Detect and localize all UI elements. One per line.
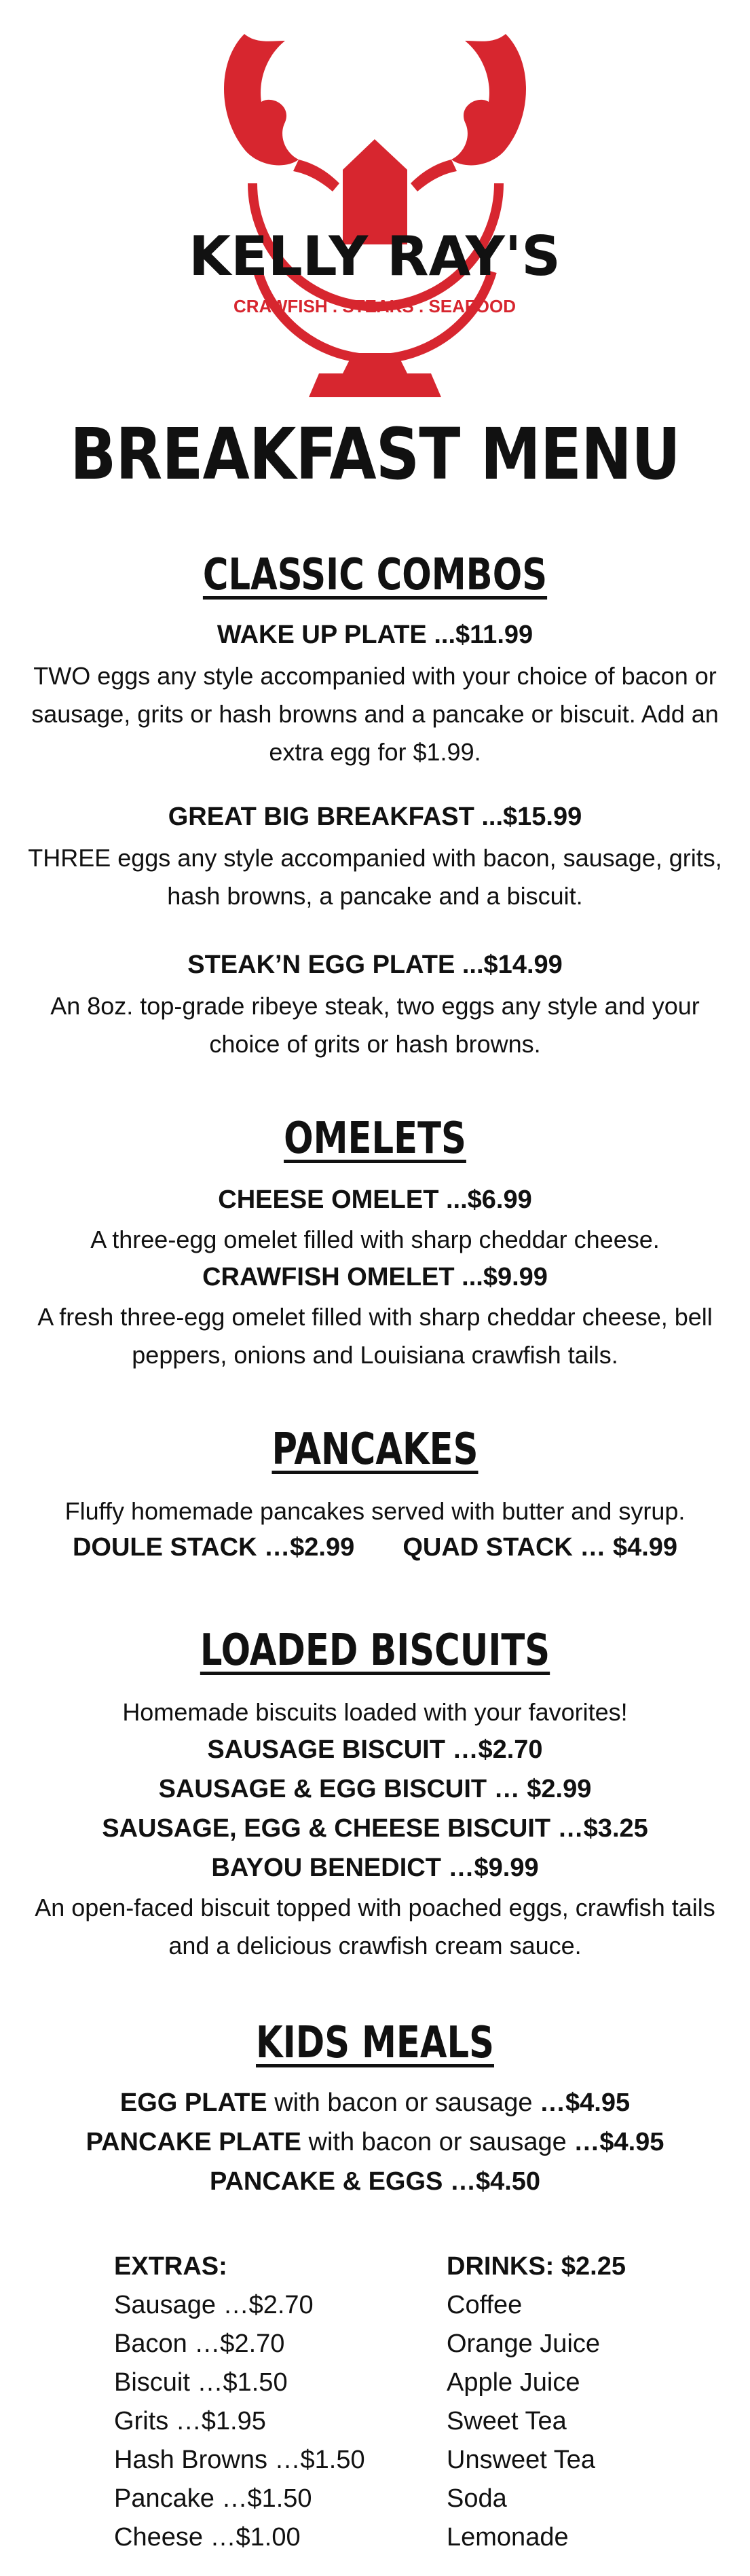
logo-brand-text: KELLY RAY'S xyxy=(189,225,561,288)
bayou-benedict-title: BAYOU BENEDICT …$9.99 xyxy=(211,1854,539,1882)
steak-egg-plate-title: STEAK’N EGG PLATE ...$14.99 xyxy=(187,951,563,979)
egg-plate-name: EGG PLATE xyxy=(119,2089,267,2117)
crawfish-omelet-title: CRAWFISH OMELET ...$9.99 xyxy=(202,1263,548,1291)
bayou-benedict-desc: An open-faced biscuit topped with poached eggs, crawfish tails and a delicious crawfish cream sauce. xyxy=(35,1894,715,1959)
cheese-omelet-desc: A three-egg omelet filled with sharp cheddar cheese. xyxy=(90,1226,660,1253)
logo-tagline-text: CRAWFISH . STEAKS . SEAFOOD xyxy=(233,296,517,316)
drinks-item: Sweet Tea xyxy=(447,2407,567,2435)
extras-item: Hash Browns …$1.50 xyxy=(114,2446,365,2474)
wake-up-plate-title: WAKE UP PLATE ...$11.99 xyxy=(217,621,533,649)
great-big-breakfast-desc: THREE eggs any style accompanied with bacon, sausage, grits, hash browns, a pancake and a biscuit. xyxy=(28,844,722,910)
quad-stack-price: QUAD STACK … $4.99 xyxy=(402,1533,678,1562)
extras-item: Sausage …$2.70 xyxy=(114,2291,314,2319)
great-big-breakfast-title: GREAT BIG BREAKFAST ...$15.99 xyxy=(168,803,582,831)
extras-item: Biscuit …$1.50 xyxy=(114,2368,288,2397)
page-title: BREAKFAST MENU xyxy=(70,413,680,496)
drinks-item: Apple Juice xyxy=(447,2368,580,2397)
pancake-stacks xyxy=(0,1530,750,1565)
drinks-heading: DRINKS: $2.25 xyxy=(447,2252,626,2281)
drinks-item: Lemonade xyxy=(447,2523,569,2552)
sausage-egg-cheese-biscuit: SAUSAGE, EGG & CHEESE BISCUIT …$3.25 xyxy=(102,1814,648,1843)
steak-egg-plate-desc: An 8oz. top-grade ribeye steak, two eggs any style and your choice of grits or hash browns. xyxy=(50,992,700,1058)
extras-drinks-section xyxy=(114,2247,698,2557)
double-stack-price: DOULE STACK …$2.99 xyxy=(72,1533,355,1562)
drinks-item: Orange Juice xyxy=(447,2330,601,2358)
pancakes-heading: PANCAKES xyxy=(271,1424,479,1475)
pancake-plate-price: …$4.95 xyxy=(574,2128,664,2156)
loaded-biscuits-heading: LOADED BISCUITS xyxy=(200,1625,550,1676)
extras-heading: EXTRAS: xyxy=(114,2252,227,2281)
extras-item: Cheese …$1.00 xyxy=(114,2523,301,2552)
extras-item: Pancake …$1.50 xyxy=(114,2484,312,2513)
classic-combos-heading: CLASSIC COMBOS xyxy=(202,550,548,600)
extras-item: Bacon …$2.70 xyxy=(114,2330,285,2358)
drinks-column xyxy=(447,2247,698,2557)
wake-up-plate-desc: TWO eggs any style accompanied with your choice of bacon or sausage, grits or hash browns and a pancake or biscuit. Add an extra egg for $1.99. xyxy=(31,662,719,766)
pancake-plate-name: PANCAKE PLATE xyxy=(86,2128,301,2156)
kids-pancake-eggs: PANCAKE & EGGS …$4.50 xyxy=(209,2167,541,2196)
sausage-egg-biscuit: SAUSAGE & EGG BISCUIT … $2.99 xyxy=(158,1775,592,1803)
omelets-heading: OMELETS xyxy=(284,1114,466,1164)
drinks-item: Coffee xyxy=(447,2291,523,2319)
kids-egg-plate xyxy=(0,2086,750,2120)
egg-plate-price: …$4.95 xyxy=(540,2089,631,2117)
pancakes-desc: Fluffy homemade pancakes served with butter and syrup. xyxy=(64,1497,686,1525)
lobster-tail-icon xyxy=(343,353,407,373)
drinks-item: Unsweet Tea xyxy=(447,2446,595,2474)
drinks-item: Soda xyxy=(447,2484,507,2513)
crawfish-omelet-desc: A fresh three-egg omelet filled with sharp cheddar cheese, bell peppers, onions and Louisiana crawfish tails. xyxy=(37,1303,713,1369)
egg-plate-desc: with bacon or sausage xyxy=(267,2089,540,2117)
left-claw-icon xyxy=(224,34,299,165)
cheese-omelet-title: CHEESE OMELET ...$6.99 xyxy=(218,1185,532,1214)
right-claw-icon xyxy=(451,34,526,165)
kids-pancake-plate xyxy=(0,2125,750,2160)
kids-meals-heading: KIDS MEALS xyxy=(256,2018,494,2068)
extras-column xyxy=(114,2247,447,2557)
kelly-rays-logo xyxy=(0,14,750,407)
loaded-biscuits-intro: Homemade biscuits loaded with your favorites! xyxy=(122,1698,628,1726)
pancake-plate-desc: with bacon or sausage xyxy=(301,2128,574,2156)
extras-item: Grits …$1.95 xyxy=(114,2407,266,2435)
sausage-biscuit: SAUSAGE BISCUIT …$2.70 xyxy=(207,1735,543,1764)
